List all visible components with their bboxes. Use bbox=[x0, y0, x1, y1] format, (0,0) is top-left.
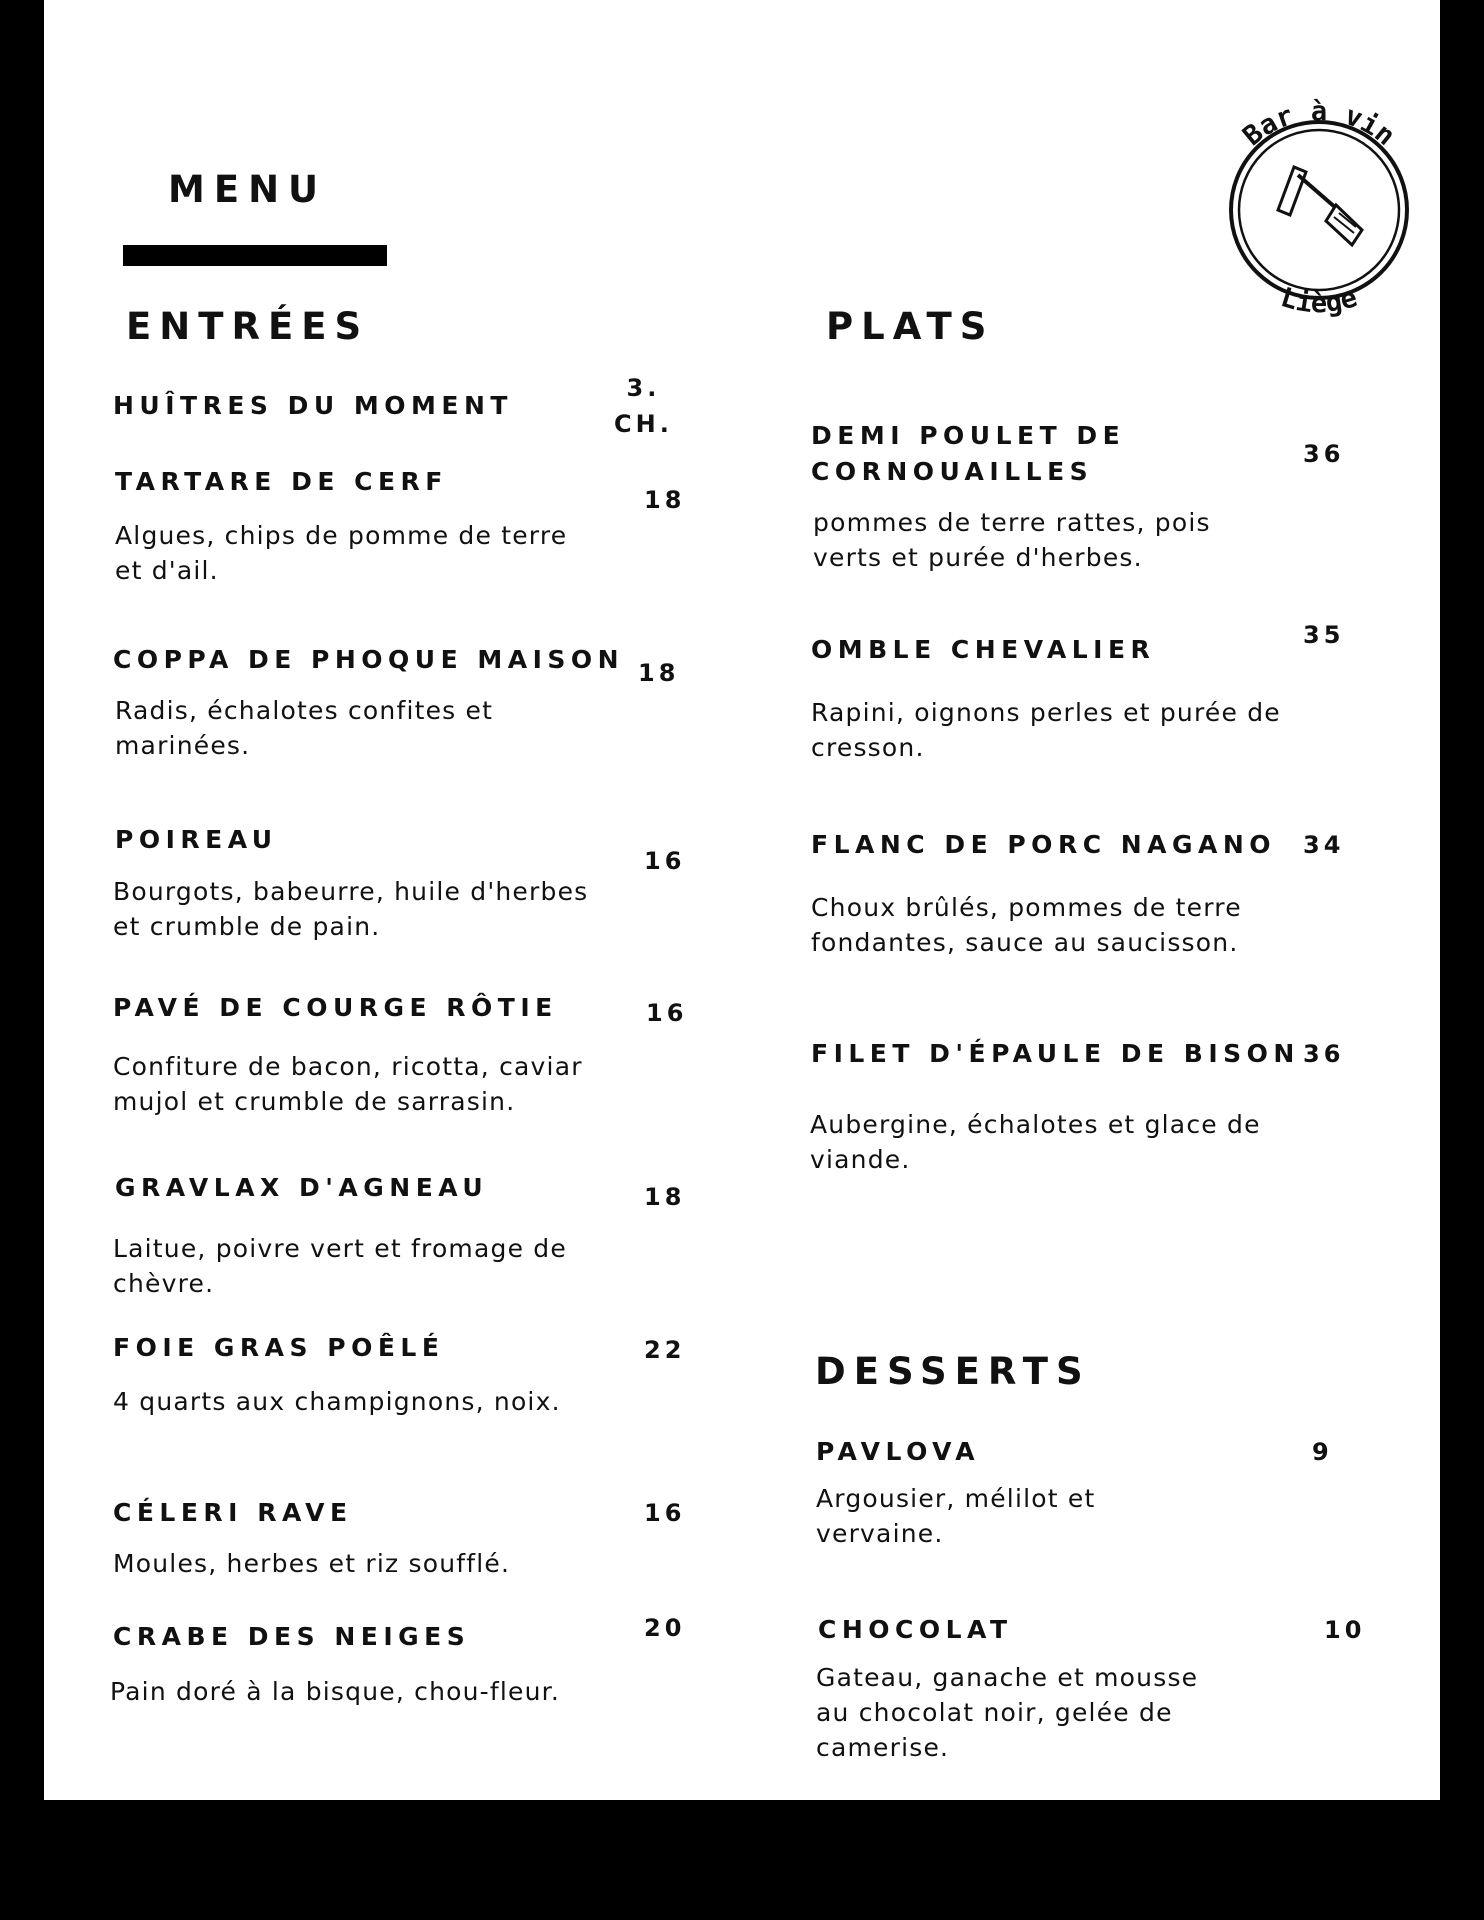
entrees-item-price: 22 bbox=[644, 1336, 686, 1364]
plats-item-description: Aubergine, échalotes et glace de viande. bbox=[810, 1110, 1261, 1174]
logo-top-text: Bar à vin bbox=[1237, 95, 1401, 153]
entrees-item-description: Pain doré à la bisque, chou-fleur. bbox=[110, 1677, 560, 1706]
entrees-item-description: Algues, chips de pomme de terre et d'ail. bbox=[115, 521, 568, 585]
plats-item-description: pommes de terre rattes, pois verts et purée d'herbes. bbox=[813, 508, 1211, 572]
entrees-item-name: FOIE GRAS POÊLÉ bbox=[113, 1333, 445, 1362]
desserts-item-description: Gateau, ganache et mousse au chocolat noir, gelée de camerise. bbox=[816, 1663, 1199, 1762]
desserts-item-name: PAVLOVA bbox=[816, 1437, 981, 1466]
entrees-item-description: Radis, échalotes confites et marinées. bbox=[115, 696, 494, 760]
plats-title: PLATS bbox=[826, 305, 995, 348]
logo-bottom-text bbox=[1277, 282, 1361, 319]
plats-item-price: 36 bbox=[1303, 1040, 1345, 1068]
entrees-item-price: 3. CH. bbox=[614, 374, 673, 438]
plats-item-price: 35 bbox=[1303, 621, 1345, 649]
entrees-item-price: 20 bbox=[644, 1614, 686, 1642]
bar-a-vin-logo bbox=[1194, 85, 1444, 345]
plats-item-name: FLANC DE PORC NAGANO bbox=[811, 830, 1277, 859]
svg-text:Bar à vin bbox=[1237, 96, 1400, 152]
corkscrew-icon bbox=[1278, 167, 1362, 245]
menu-title: MENU bbox=[168, 168, 328, 211]
menu-page bbox=[44, 0, 1440, 1800]
plats-item-name: DEMI POULET DE CORNOUAILLES bbox=[811, 421, 1126, 486]
desserts-title: DESSERTS bbox=[815, 1350, 1091, 1393]
entrees-item-name: PAVÉ DE COURGE RÔTIE bbox=[113, 993, 558, 1022]
logo-bottom-text-path: Liège bbox=[1277, 282, 1361, 320]
entrees-item-name: CÉLERI RAVE bbox=[113, 1498, 353, 1527]
entrees-item-description: 4 quarts aux champignons, noix. bbox=[113, 1387, 561, 1416]
plats-item-name: OMBLE CHEVALIER bbox=[811, 635, 1156, 664]
entrees-item-price: 16 bbox=[646, 999, 688, 1027]
entrees-item-name: POIREAU bbox=[115, 825, 278, 854]
menu-title-underline bbox=[123, 245, 387, 266]
entrees-item-name: GRAVLAX D'AGNEAU bbox=[115, 1173, 489, 1202]
entrees-item-price: 16 bbox=[644, 1499, 686, 1527]
entrees-item-price: 16 bbox=[644, 847, 686, 875]
entrees-item-description: Confiture de bacon, ricotta, caviar mujol et crumble de sarrasin. bbox=[113, 1052, 583, 1116]
desserts-item-price: 10 bbox=[1324, 1616, 1366, 1644]
entrees-item-name: COPPA DE PHOQUE MAISON bbox=[113, 645, 625, 674]
entrees-item-price: 18 bbox=[644, 1183, 686, 1211]
plats-item-description: Rapini, oignons perles et purée de cresson. bbox=[811, 698, 1281, 762]
entrees-title: ENTRÉES bbox=[126, 305, 370, 348]
plats-item-price: 36 bbox=[1303, 440, 1345, 468]
entrees-item-description: Laitue, poivre vert et fromage de chèvre. bbox=[113, 1234, 567, 1298]
entrees-item-name: CRABE DES NEIGES bbox=[113, 1622, 471, 1651]
entrees-item-description: Moules, herbes et riz soufflé. bbox=[113, 1549, 511, 1578]
desserts-item-name: CHOCOLAT bbox=[818, 1615, 1013, 1644]
entrees-item-price: 18 bbox=[638, 659, 680, 687]
entrees-item-description: Bourgots, babeurre, huile d'herbes et crumble de pain. bbox=[113, 877, 589, 941]
desserts-item-description: Argousier, mélilot et vervaine. bbox=[816, 1484, 1096, 1548]
entrees-item-name: TARTARE DE CERF bbox=[115, 467, 448, 496]
plats-item-price: 34 bbox=[1303, 831, 1345, 859]
entrees-item-price: 18 bbox=[644, 486, 686, 514]
plats-item-description: Choux brûlés, pommes de terre fondantes, sauce au saucisson. bbox=[811, 893, 1242, 957]
desserts-item-price: 9 bbox=[1312, 1438, 1333, 1466]
entrees-item-name: HUÎTRES DU MOMENT bbox=[113, 391, 513, 420]
plats-item-name: FILET D'ÉPAULE DE BISON bbox=[811, 1039, 1300, 1068]
